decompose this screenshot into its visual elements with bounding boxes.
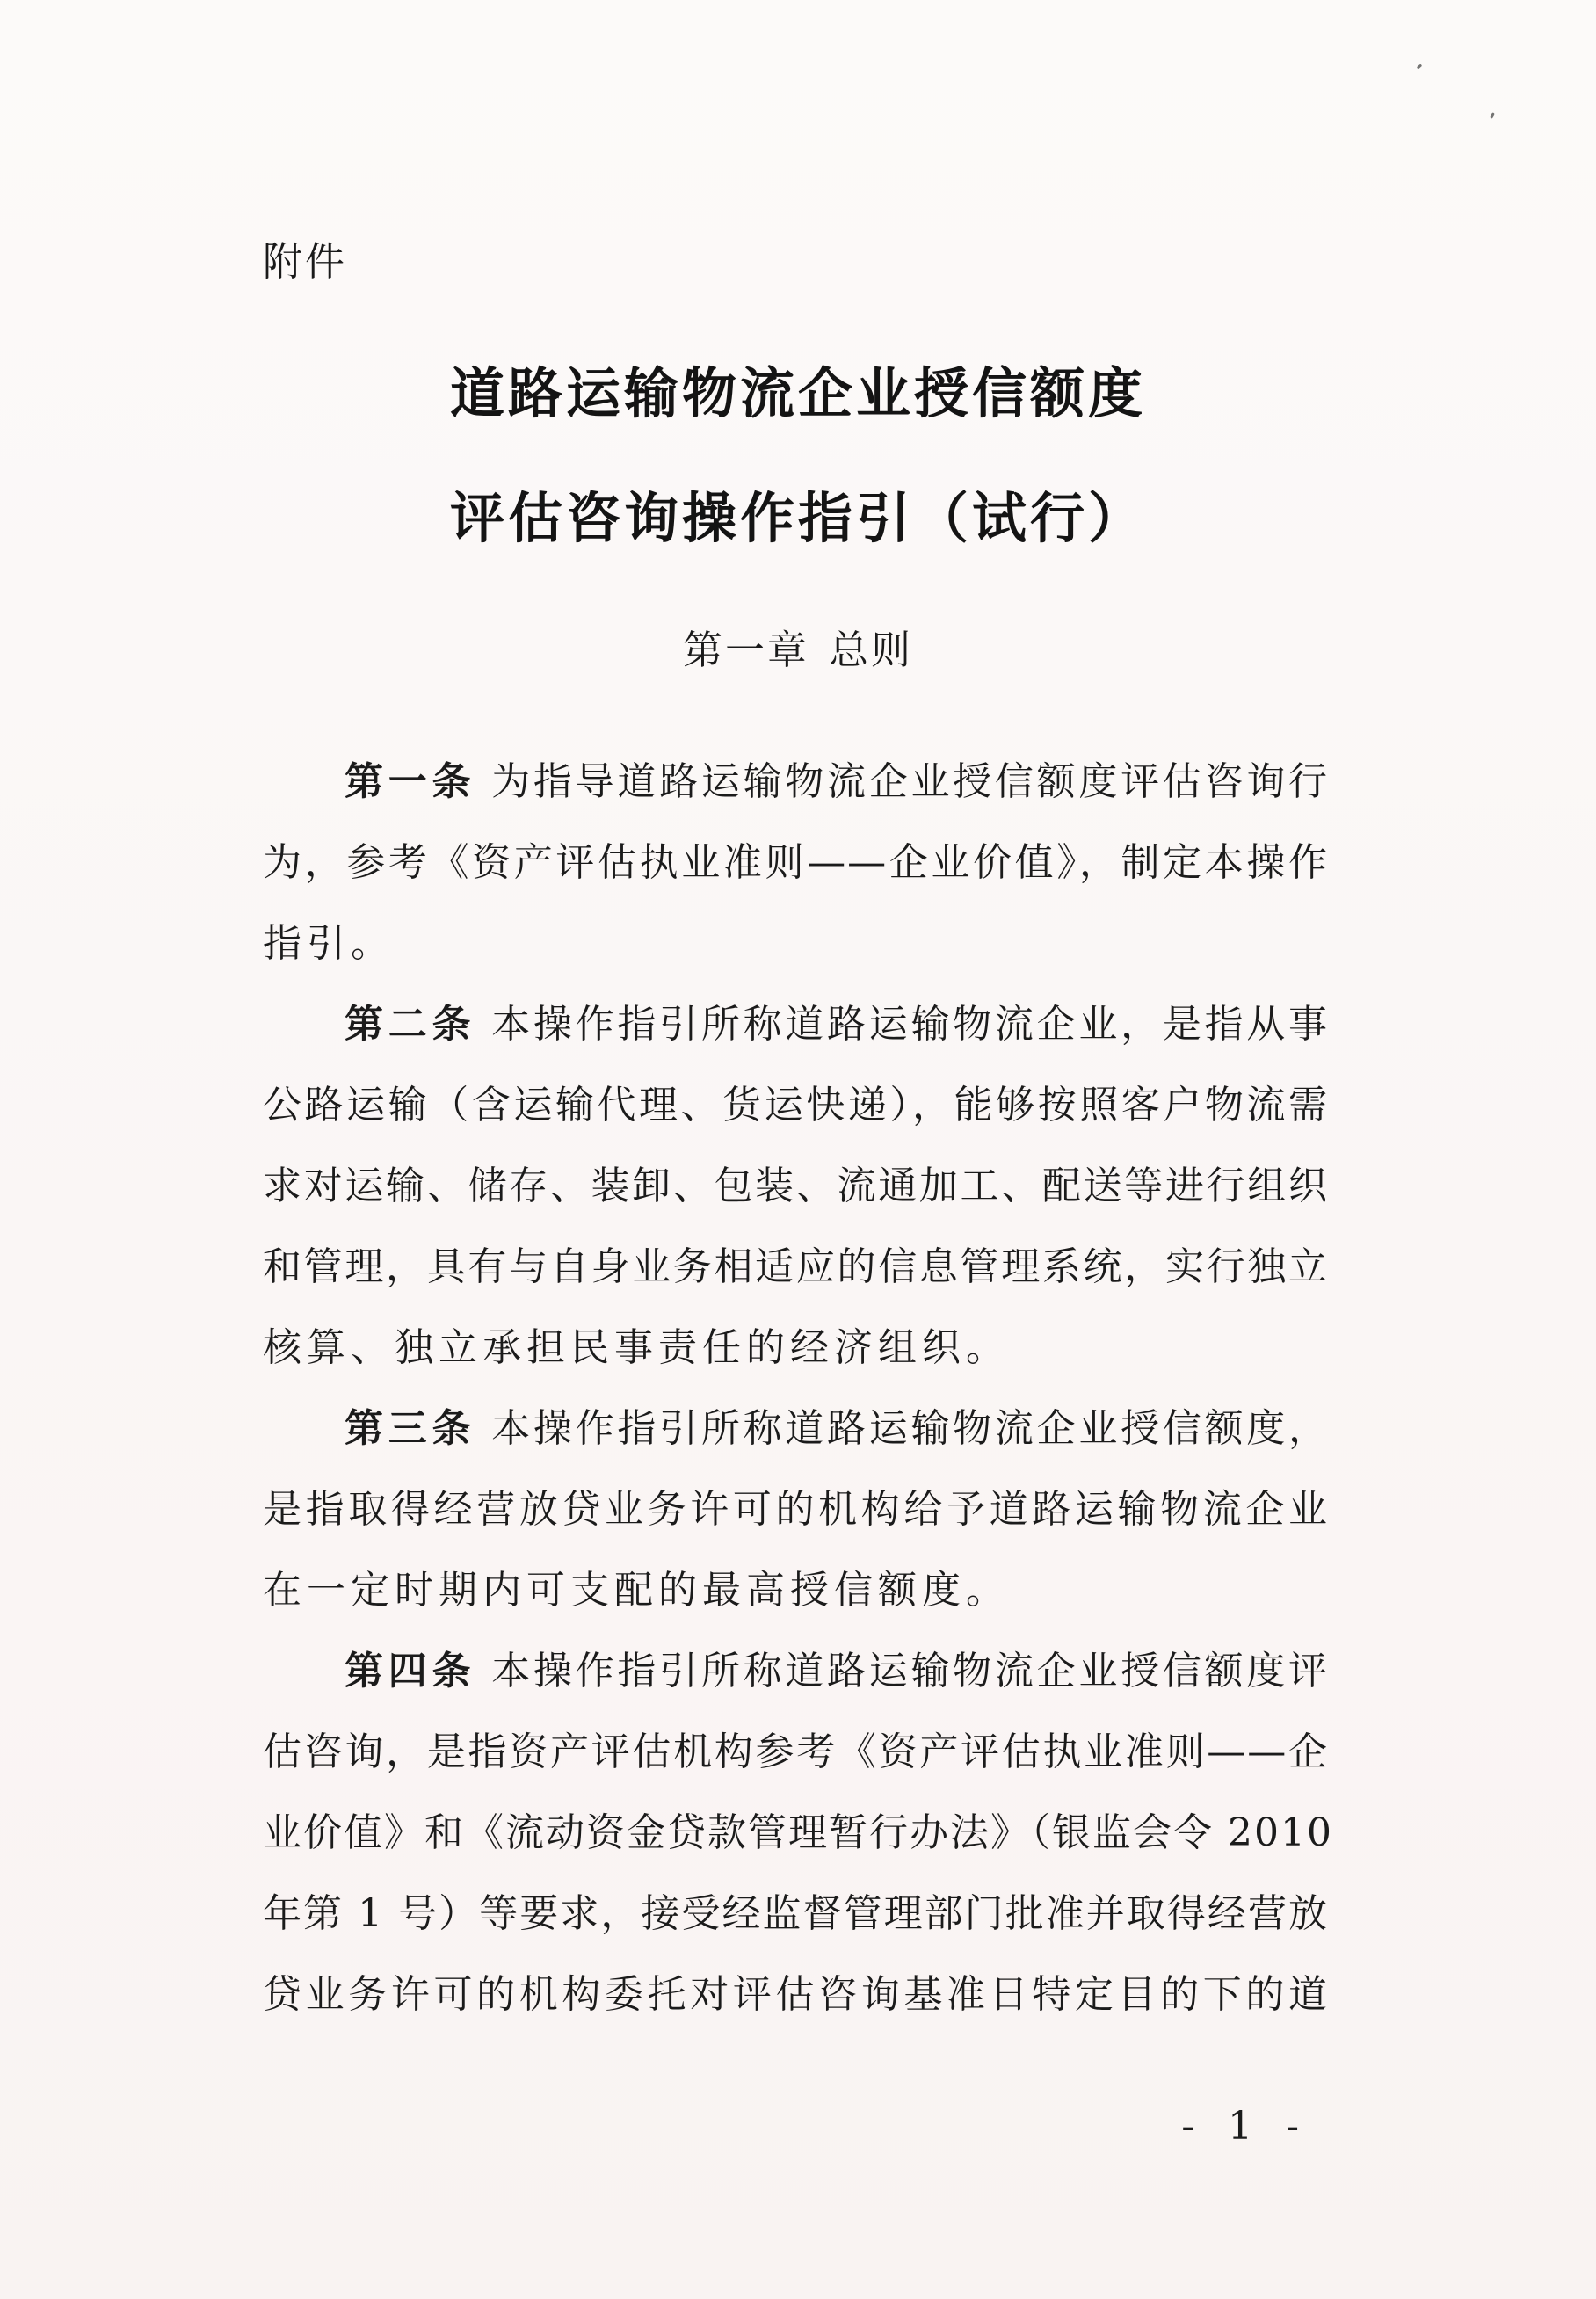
article-4-line-1 <box>263 1647 1329 1728</box>
document-title-line-1: 道路运输物流企业授信额度 <box>449 361 1146 425</box>
article-1-line-1 <box>263 758 1329 838</box>
article-2-line-5: 核算、独立承担民事责任的经济组织。 <box>263 1325 1010 1370</box>
article-2-line-4: 和管理，具有与自身业务相适应的信息管理系统，实行独立 <box>263 1244 1329 1289</box>
article-3-line-1 <box>263 1404 1329 1485</box>
article-4-label: 第四条 <box>345 1649 476 1693</box>
article-3-line-3: 在一定时期内可支配的最高授信额度。 <box>263 1568 1010 1613</box>
article-2-line-2: 公路运输（含运输代理、货运快递），能够按照客户物流需 <box>263 1083 1329 1128</box>
article-2-line-3: 求对运输、储存、装卸、包装、流通加工、配送等进行组织 <box>263 1164 1329 1208</box>
article-4-line-5: 贷业务许可的机构委托对评估咨询基准日特定目的下的道 <box>263 1972 1329 2017</box>
article-4-line-2: 估咨询，是指资产评估机构参考《资产评估执业准则——企 <box>263 1730 1329 1774</box>
document-body <box>263 758 1333 2051</box>
chapter-heading <box>0 624 1596 677</box>
article-2-label: 第二条 <box>345 1002 476 1047</box>
chapter-name: 总则 <box>829 627 914 673</box>
article-2-line-1 <box>263 1000 1329 1081</box>
chapter-number: 第一章 <box>682 627 809 673</box>
article-4-line-3: 业价值》和《流动资金贷款管理暂行办法》（银监会令 2010 <box>263 1810 1333 1855</box>
article-3-line-2: 是指取得经营放贷业务许可的机构给予道路运输物流企业 <box>263 1487 1329 1532</box>
article-text: 为指导道路运输物流企业授信额度评估咨询行 <box>491 759 1330 804</box>
article-3-label: 第三条 <box>345 1406 476 1451</box>
article-4-line-4: 年第 1 号）等要求，接受经监督管理部门批准并取得经营放 <box>263 1891 1329 1936</box>
page-number: - 1 - <box>1181 2104 1309 2149</box>
article-1-label: 第一条 <box>345 759 476 804</box>
scan-speck <box>1417 63 1423 69</box>
article-1-line-2: 为，参考《资产评估执业准则——企业价值》，制定本操作 <box>263 840 1329 885</box>
article-text: 本操作指引所称道路运输物流企业，是指从事 <box>491 1002 1330 1047</box>
article-text: 本操作指引所称道路运输物流企业授信额度评 <box>491 1649 1330 1693</box>
article-1-line-3: 指引。 <box>263 921 395 966</box>
article-text: 本操作指引所称道路运输物流企业授信额度， <box>491 1406 1330 1451</box>
attachment-label: 附件 <box>263 238 348 285</box>
scan-speck <box>1490 112 1495 119</box>
document-title-line-2: 评估咨询操作指引（试行） <box>449 486 1146 550</box>
